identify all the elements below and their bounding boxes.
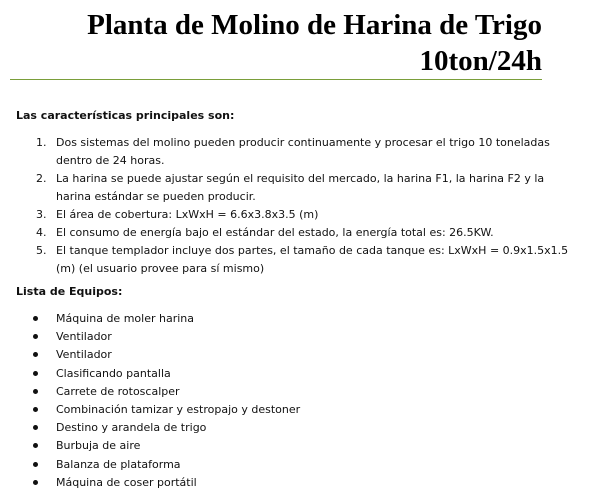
equipment-list (0, 310, 592, 492)
bullet-icon (33, 462, 38, 467)
bullet-icon (33, 371, 38, 376)
feature-item (0, 206, 592, 224)
equipment-text: Clasificando pantalla (56, 366, 171, 380)
bullet-icon (33, 407, 38, 412)
feature-item (0, 170, 592, 206)
equipment-text: Ventilador (56, 330, 112, 344)
equipment-text: Burbuja de aire (56, 439, 141, 453)
equipment-item (0, 346, 592, 364)
feature-number: 1. (36, 136, 47, 149)
page-title: Planta de Molino de Harina de Trigo (87, 9, 542, 41)
equipment-text: Máquina de coser portátil (56, 475, 197, 489)
equipment-text: Ventilador (56, 348, 112, 362)
bullet-icon (33, 443, 38, 448)
equipment-item (0, 310, 592, 328)
equipment-item (0, 383, 592, 401)
equipment-item (0, 365, 592, 383)
page-title-capacity: 10ton/24h (419, 45, 542, 77)
feature-item (0, 224, 592, 242)
equipment-item (0, 456, 592, 474)
feature-text: El consumo de energía bajo el estándar del estado, la energía total es: 26.5KW. (56, 226, 494, 239)
equipment-item (0, 419, 592, 437)
equipment-text: Balanza de plataforma (56, 457, 181, 471)
bullet-icon (33, 389, 38, 394)
equipment-item (0, 437, 592, 455)
equipment-item (0, 401, 592, 419)
feature-number: 3. (36, 208, 47, 221)
equipment-heading: Lista de Equipos: (16, 285, 123, 298)
equipment-text: Destino y arandela de trigo (56, 421, 207, 435)
feature-number: 2. (36, 172, 47, 185)
equipment-item (0, 474, 592, 492)
bullet-icon (33, 316, 38, 321)
equipment-text: Carrete de rotoscalper (56, 384, 180, 398)
feature-text: Dos sistemas del molino pueden producir continuamente y procesar el trigo 10 toneladas dentro de 24 horas. (56, 136, 550, 167)
feature-number: 5. (36, 244, 47, 257)
feature-number: 4. (36, 226, 47, 239)
features-list (0, 134, 592, 278)
bullet-icon (33, 352, 38, 357)
feature-item (0, 242, 592, 278)
feature-text: La harina se puede ajustar según el requisito del mercado, la harina F1, la harina F2 y la harina estándar se pueden producir. (56, 172, 545, 203)
equipment-text: Máquina de moler harina (56, 312, 194, 325)
features-heading: Las características principales son: (16, 109, 235, 122)
bullet-icon (33, 480, 38, 485)
equipment-item (0, 328, 592, 346)
title-divider (10, 79, 542, 80)
feature-item (0, 134, 592, 170)
bullet-icon (33, 334, 38, 339)
bullet-icon (33, 425, 38, 430)
equipment-text: Combinación tamizar y estropajo y destoner (56, 403, 301, 417)
feature-text: El área de cobertura: LxWxH = 6.6x3.8x3.5 (m) (56, 208, 319, 221)
feature-text: El tanque templador incluye dos partes, el tamaño de cada tanque es: LxWxH = 0.9x1.5x1.5 (m) (el usuario provee para sí mismo) (56, 244, 569, 275)
